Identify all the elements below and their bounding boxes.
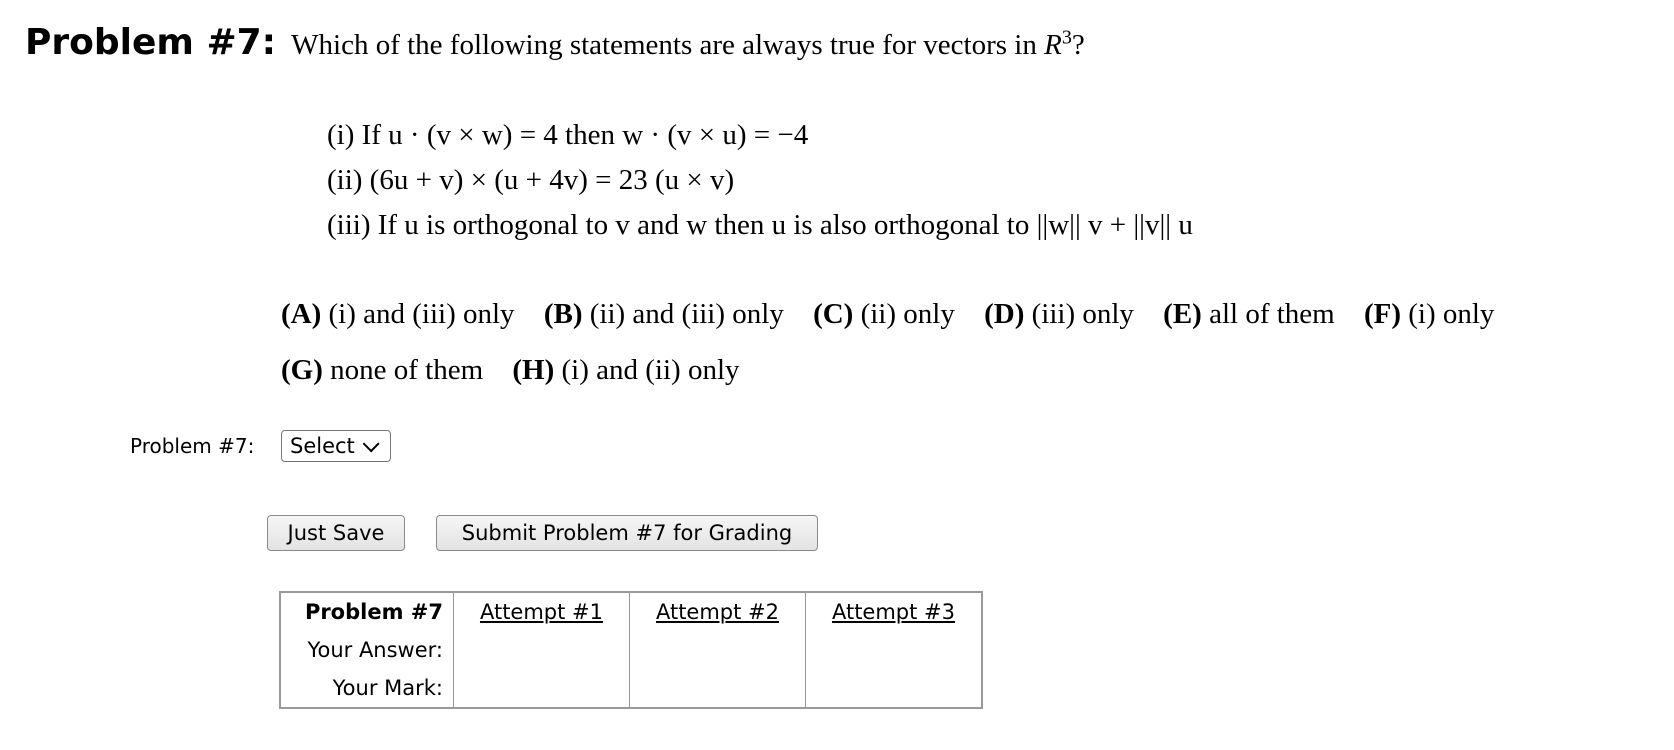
space-symbol: R	[1044, 29, 1062, 61]
table-header-problem: Problem #7	[280, 592, 454, 631]
table-row	[280, 669, 982, 708]
submit-button[interactable]: Submit Problem #7 for Grading	[436, 515, 818, 551]
answer-select[interactable]	[281, 430, 391, 462]
your-mark-label: Your Mark:	[280, 669, 454, 708]
table-header-row	[280, 592, 982, 631]
space-exponent: 3	[1061, 26, 1072, 49]
choice-letter: (B)	[543, 298, 583, 330]
answer-choices	[281, 298, 1516, 410]
choice-text: (ii) only	[860, 298, 955, 330]
choice-f	[1364, 298, 1494, 331]
choice-letter: (C)	[813, 298, 854, 330]
choice-letter: (F)	[1363, 298, 1401, 330]
choice-row-2	[281, 354, 1516, 410]
mark-cell-2	[630, 669, 806, 708]
choice-letter: (H)	[512, 354, 555, 386]
choice-text: (i) only	[1408, 298, 1495, 330]
attempt-2-link[interactable]: Attempt #2	[630, 592, 806, 631]
choice-letter: (A)	[281, 298, 322, 330]
attempts-table	[279, 591, 983, 709]
mark-cell-1	[454, 669, 630, 708]
statements-list	[327, 113, 1193, 248]
choice-text: (iii) only	[1031, 298, 1134, 330]
attempt-1-link[interactable]: Attempt #1	[454, 592, 630, 631]
answer-cell-1	[454, 631, 630, 669]
choice-letter: (G)	[281, 354, 323, 386]
statement-i: (i) If u · (v × w) = 4 then w · (v × u) = −4	[327, 119, 809, 151]
mark-cell-3	[806, 669, 983, 708]
choice-text: none of them	[330, 354, 484, 386]
choice-letter: (D)	[984, 298, 1025, 330]
question-prefix: Which of the following statements are always true for vectors in	[291, 29, 1045, 61]
statement-iii: (iii) If u is orthogonal to v and w then u is also orthogonal to ||w|| v + ||v|| u	[327, 209, 1193, 241]
your-answer-label: Your Answer:	[280, 631, 454, 669]
choice-c	[813, 298, 955, 331]
choice-text: (i) and (ii) only	[561, 354, 740, 386]
choice-d	[984, 298, 1134, 331]
choice-b	[544, 298, 784, 331]
answer-cell-3	[806, 631, 983, 669]
attempt-3-link[interactable]: Attempt #3	[806, 592, 983, 631]
choice-text: all of them	[1209, 298, 1335, 330]
choice-g	[281, 354, 483, 387]
table-row	[280, 631, 982, 669]
question-suffix: ?	[1071, 29, 1085, 61]
choice-text: (i) and (iii) only	[328, 298, 515, 330]
just-save-button[interactable]: Just Save	[267, 515, 405, 551]
question-text	[291, 26, 1085, 61]
select-value: Select	[290, 434, 355, 458]
choice-e	[1163, 298, 1335, 331]
choice-letter: (E)	[1163, 298, 1202, 330]
answer-cell-2	[630, 631, 806, 669]
choice-row-1	[281, 298, 1516, 354]
chevron-down-icon	[362, 435, 379, 452]
statement-ii: (ii) (6u + v) × (u + 4v) = 23 (u × v)	[327, 164, 735, 196]
problem-label: Problem #7:	[25, 22, 277, 63]
choice-a	[281, 298, 515, 331]
problem-heading	[25, 22, 1085, 63]
choice-h	[512, 354, 739, 387]
choice-text: (ii) and (iii) only	[589, 298, 784, 330]
answer-label: Problem #7:	[130, 434, 255, 458]
